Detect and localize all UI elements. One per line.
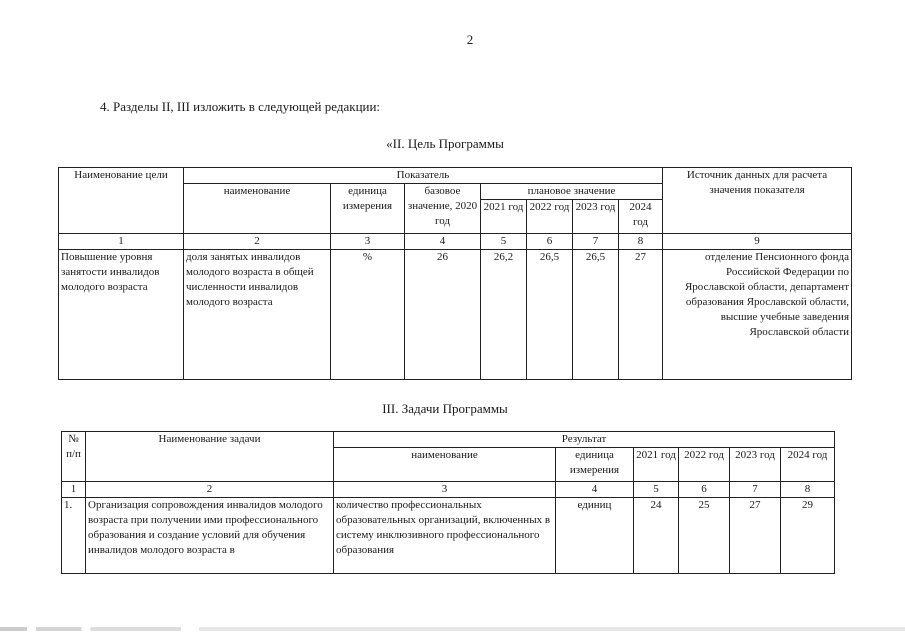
value-2021-cell: 26,2 bbox=[481, 250, 527, 380]
hdr-2024: 2024 год bbox=[781, 448, 835, 482]
hdr-2022: 2022 год bbox=[527, 200, 573, 234]
indicator-name-cell: доля занятых инвалидов молодого возраста в общей численности инвалидов молодого возраста bbox=[184, 250, 331, 380]
hdr-2021: 2021 год bbox=[634, 448, 679, 482]
col-number: 5 bbox=[481, 234, 527, 250]
col-number: 9 bbox=[663, 234, 852, 250]
hdr-name: наименование bbox=[334, 448, 556, 482]
value-2023-cell: 26,5 bbox=[573, 250, 619, 380]
section3-title: III. Задачи Программы bbox=[382, 401, 508, 416]
col-number: 1 bbox=[62, 482, 86, 498]
col-number: 1 bbox=[59, 234, 184, 250]
col-number: 6 bbox=[679, 482, 730, 498]
hdr-goal-name: Наименование цели bbox=[59, 168, 184, 234]
task-number-cell: 1. bbox=[62, 498, 86, 574]
hdr-2021: 2021 год bbox=[481, 200, 527, 234]
value-2024-cell: 27 bbox=[619, 250, 663, 380]
result-2021-cell: 24 bbox=[634, 498, 679, 574]
page-number: 2 bbox=[466, 32, 474, 47]
col-number: 2 bbox=[184, 234, 331, 250]
col-number: 4 bbox=[405, 234, 481, 250]
hdr-num: № п/п bbox=[62, 432, 86, 482]
tasks-table bbox=[61, 431, 835, 574]
col-number: 3 bbox=[334, 482, 556, 498]
col-number: 5 bbox=[634, 482, 679, 498]
value-2022-cell: 26,5 bbox=[527, 250, 573, 380]
col-number: 3 bbox=[331, 234, 405, 250]
hdr-2023: 2023 год bbox=[573, 200, 619, 234]
hdr-unit: единица измерения bbox=[331, 184, 405, 234]
intro-text: 4. Разделы II, III изложить в следующей редакции: bbox=[100, 99, 381, 114]
result-2023-cell: 27 bbox=[730, 498, 781, 574]
scan-edge bbox=[0, 627, 905, 631]
source-cell: отделение Пенсионного фонда Российской Федерации по Ярославской области, департамент образования Ярославской области, высшие учебные заведения Ярославской области bbox=[663, 250, 852, 380]
result-2024-cell: 29 bbox=[781, 498, 835, 574]
col-number: 2 bbox=[86, 482, 334, 498]
col-number: 6 bbox=[527, 234, 573, 250]
hdr-base: базовое значение, 2020 год bbox=[405, 184, 481, 234]
hdr-name: наименование bbox=[184, 184, 331, 234]
col-number: 8 bbox=[619, 234, 663, 250]
hdr-2024: 2024 год bbox=[619, 200, 663, 234]
base-value-cell: 26 bbox=[405, 250, 481, 380]
hdr-unit: единица измерения bbox=[556, 448, 634, 482]
col-number: 7 bbox=[573, 234, 619, 250]
hdr-2023: 2023 год bbox=[730, 448, 781, 482]
hdr-task: Наименование задачи bbox=[86, 432, 334, 482]
table-row bbox=[59, 250, 852, 380]
col-number: 8 bbox=[781, 482, 835, 498]
result-2022-cell: 25 bbox=[679, 498, 730, 574]
unit-cell: % bbox=[331, 250, 405, 380]
hdr-indicator: Показатель bbox=[184, 168, 663, 184]
task-name-cell: Организация сопровождения инвалидов молодого возраста при получении ими профессионального образования и создание условий для обучения инвалидов молодого возраста в bbox=[86, 498, 334, 574]
hdr-2022: 2022 год bbox=[679, 448, 730, 482]
hdr-planned: плановое значение bbox=[481, 184, 663, 200]
result-unit-cell: единиц bbox=[556, 498, 634, 574]
col-number: 4 bbox=[556, 482, 634, 498]
col-number: 7 bbox=[730, 482, 781, 498]
hdr-source: Источник данных для расчета значения показателя bbox=[663, 168, 852, 234]
goal-cell: Повышение уровня занятости инвалидов молодого возраста bbox=[59, 250, 184, 380]
table-row bbox=[62, 498, 835, 574]
result-name-cell: количество профессиональных образовательных организаций, включенных в систему инклюзивного профессионального образования bbox=[334, 498, 556, 574]
goal-table bbox=[58, 167, 852, 380]
section2-title: «II. Цель Программы bbox=[386, 136, 504, 151]
hdr-result: Результат bbox=[334, 432, 835, 448]
